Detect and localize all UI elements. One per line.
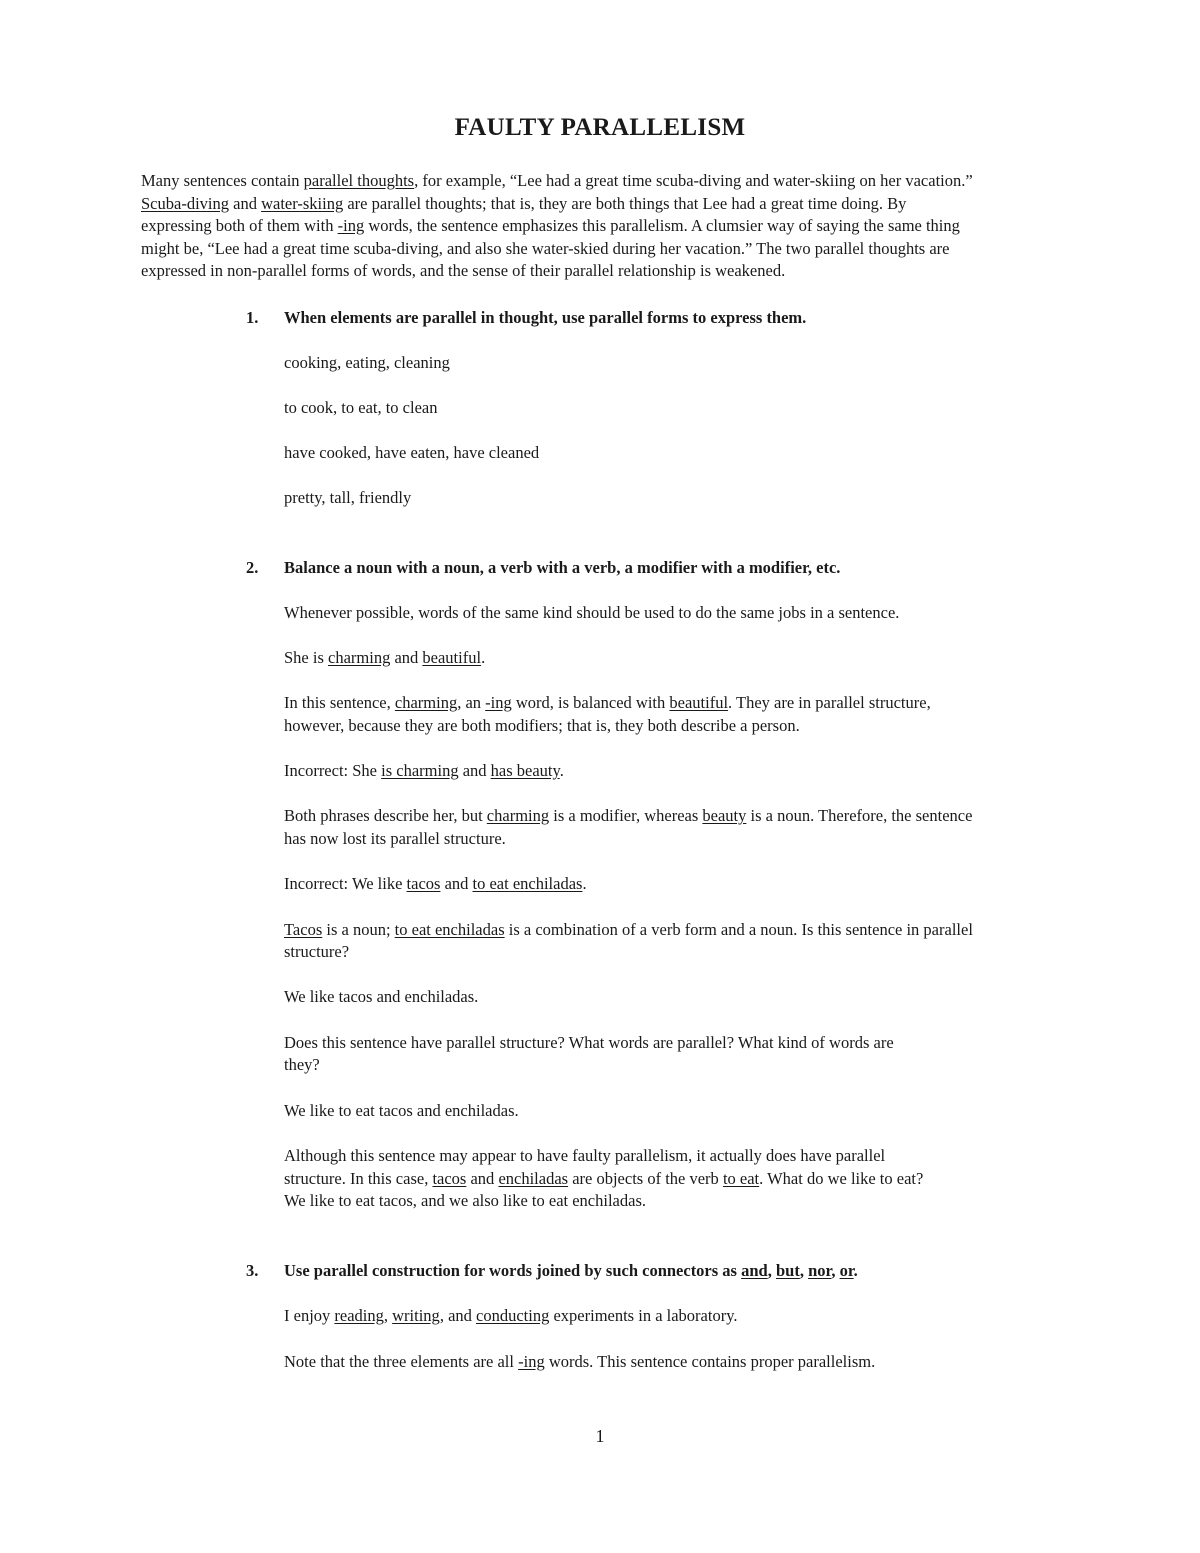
underlined-text: charming: [328, 648, 391, 667]
text-run: might be, “Lee had a great time scuba-diving, and also she water-skied during her vacation.” The two parallel thoughts are: [141, 239, 950, 258]
underlined-text: to eat enchiladas: [394, 920, 505, 939]
section-heading-text: [284, 308, 806, 327]
underlined-text: has beauty: [490, 761, 560, 780]
text-run: . What do we like to eat?: [759, 1169, 924, 1188]
body-line: [284, 760, 564, 782]
text-run: cooking, eating, cleaning: [284, 353, 450, 372]
text-run: Although this sentence may appear to have faulty parallelism, it actually does have parallel: [284, 1146, 886, 1165]
underlined-text: -ing: [485, 693, 512, 712]
body-line: [284, 692, 931, 714]
body-line: [284, 1351, 875, 1373]
text-run: Balance a noun with a noun, a verb with a verb, a modifier with a modifier, etc.: [284, 558, 841, 577]
text-run: .: [582, 874, 587, 893]
underlined-text: is charming: [381, 761, 459, 780]
body-line: [284, 1100, 519, 1122]
text-run: word, is balanced with: [511, 693, 670, 712]
text-run: In this sentence,: [284, 693, 395, 712]
text-run: Use parallel construction for words joined by such connectors as: [284, 1261, 742, 1280]
body-line: [284, 487, 411, 509]
body-line: [284, 828, 506, 850]
text-run: is a modifier, whereas: [549, 806, 703, 825]
text-run: to cook, to eat, to clean: [284, 398, 438, 417]
text-run: , an: [457, 693, 486, 712]
underlined-text: nor: [808, 1261, 832, 1280]
underlined-text: writing: [392, 1306, 440, 1325]
text-run: ,: [799, 1261, 809, 1280]
page-number: 1: [595, 1426, 605, 1446]
text-run: are objects of the verb: [568, 1169, 723, 1188]
text-run: structure. In this case,: [284, 1169, 433, 1188]
underlined-text: tacos: [432, 1169, 467, 1188]
text-run: is a noun;: [322, 920, 395, 939]
underlined-text: or: [839, 1261, 854, 1280]
underlined-text: beauty: [702, 806, 747, 825]
text-run: Incorrect: We like: [284, 874, 407, 893]
text-run: I enjoy: [284, 1306, 335, 1325]
body-line: [284, 602, 899, 624]
underlined-text: but: [775, 1261, 800, 1280]
body-line: [284, 1032, 894, 1054]
text-run: has now lost its parallel structure.: [284, 829, 506, 848]
intro-line: [141, 238, 950, 260]
text-run: Note that the three elements are all: [284, 1352, 519, 1371]
body-line: [284, 873, 587, 895]
text-run: We like to eat tacos and enchiladas.: [284, 1101, 519, 1120]
underlined-text: -ing: [518, 1352, 545, 1371]
text-run: When elements are parallel in thought, use parallel forms to express them.: [284, 308, 807, 327]
text-run: structure?: [284, 942, 350, 961]
section-3-heading: [246, 1260, 858, 1282]
text-run: words, the sentence emphasizes this parallelism. A clumsier way of saying the same thing: [364, 216, 960, 235]
underlined-text: reading: [334, 1306, 384, 1325]
underlined-text: beautiful: [669, 693, 729, 712]
section-number: 3.: [246, 1261, 259, 1280]
text-run: are parallel thoughts; that is, they are both things that Lee had a great time doing. By: [343, 194, 907, 213]
text-run: they?: [284, 1055, 320, 1074]
body-line: [284, 1168, 923, 1190]
text-run: , and: [439, 1306, 477, 1325]
text-run: have cooked, have eaten, have cleaned: [284, 443, 540, 462]
text-run: We like to eat tacos, and we also like to eat enchiladas.: [284, 1191, 646, 1210]
text-run: pretty, tall, friendly: [284, 488, 412, 507]
text-run: .: [481, 648, 486, 667]
intro-line: [141, 170, 973, 192]
underlined-text: -ing: [337, 216, 365, 235]
text-run: .: [559, 761, 564, 780]
text-run: . They are in parallel structure,: [728, 693, 931, 712]
body-line: [284, 1054, 320, 1076]
body-line: [284, 442, 539, 464]
intro-line: [141, 193, 906, 215]
text-run: however, because they are both modifiers; that is, they both describe a person.: [284, 716, 800, 735]
section-number: 1.: [246, 308, 259, 327]
underlined-text: enchiladas: [498, 1169, 569, 1188]
body-line: [284, 1305, 738, 1327]
section-1-heading: [246, 307, 806, 329]
body-line: [284, 986, 478, 1008]
text-run: words. This sentence contains proper parallelism.: [544, 1352, 876, 1371]
underlined-text: parallel thoughts: [303, 171, 415, 190]
text-run: expressing both of them with: [141, 216, 338, 235]
text-run: experiments in a laboratory.: [549, 1306, 738, 1325]
underlined-text: water-skiing: [261, 194, 344, 213]
section-heading-text: [284, 1261, 858, 1280]
body-line: [284, 919, 973, 941]
underlined-text: Tacos: [284, 920, 323, 939]
body-line: [284, 397, 438, 419]
underlined-text: and: [741, 1261, 768, 1280]
page-title: FAULTY PARALLELISM: [454, 114, 746, 141]
text-run: and: [466, 1169, 499, 1188]
text-run: ,: [767, 1261, 776, 1280]
body-line: [284, 941, 349, 963]
text-run: and: [440, 874, 473, 893]
text-run: and: [229, 194, 262, 213]
body-line: [284, 805, 972, 827]
text-run: Incorrect: She: [284, 761, 382, 780]
underlined-text: to eat: [722, 1169, 760, 1188]
text-run: expressed in non-parallel forms of words, and the sense of their parallel relationship is weakened.: [141, 261, 786, 280]
section-number: 2.: [246, 558, 259, 577]
body-line: [284, 647, 485, 669]
text-run: is a noun. Therefore, the sentence: [746, 806, 973, 825]
intro-line: [141, 260, 785, 282]
body-line: [284, 715, 800, 737]
text-run: Many sentences contain: [141, 171, 304, 190]
text-run: is a combination of a verb form and a noun. Is this sentence in parallel: [504, 920, 973, 939]
text-run: , for example, “Lee had a great time scuba-diving and water-skiing on her vacation.”: [414, 171, 973, 190]
text-run: Both phrases describe her, but: [284, 806, 487, 825]
text-run: We like tacos and enchiladas.: [284, 987, 479, 1006]
text-run: She is: [284, 648, 329, 667]
text-run: Whenever possible, words of the same kind should be used to do the same jobs in a sentence.: [284, 603, 900, 622]
section-heading-text: [284, 558, 840, 577]
underlined-text: Scuba-diving: [141, 194, 229, 213]
underlined-text: beautiful: [422, 648, 482, 667]
text-run: and: [458, 761, 491, 780]
section-2-heading: [246, 557, 840, 579]
underlined-text: conducting: [476, 1306, 550, 1325]
text-run: ,: [383, 1306, 393, 1325]
text-run: .: [853, 1261, 858, 1280]
underlined-text: to eat enchiladas: [472, 874, 583, 893]
text-run: ,: [831, 1261, 840, 1280]
intro-line: [141, 215, 960, 237]
underlined-text: charming: [486, 806, 550, 825]
underlined-text: tacos: [406, 874, 441, 893]
underlined-text: charming: [394, 693, 458, 712]
body-line: [284, 1190, 646, 1212]
text-run: Does this sentence have parallel structure? What words are parallel? What kind of words are: [284, 1033, 894, 1052]
body-line: [284, 352, 450, 374]
body-line: [284, 1145, 885, 1167]
text-run: and: [390, 648, 423, 667]
